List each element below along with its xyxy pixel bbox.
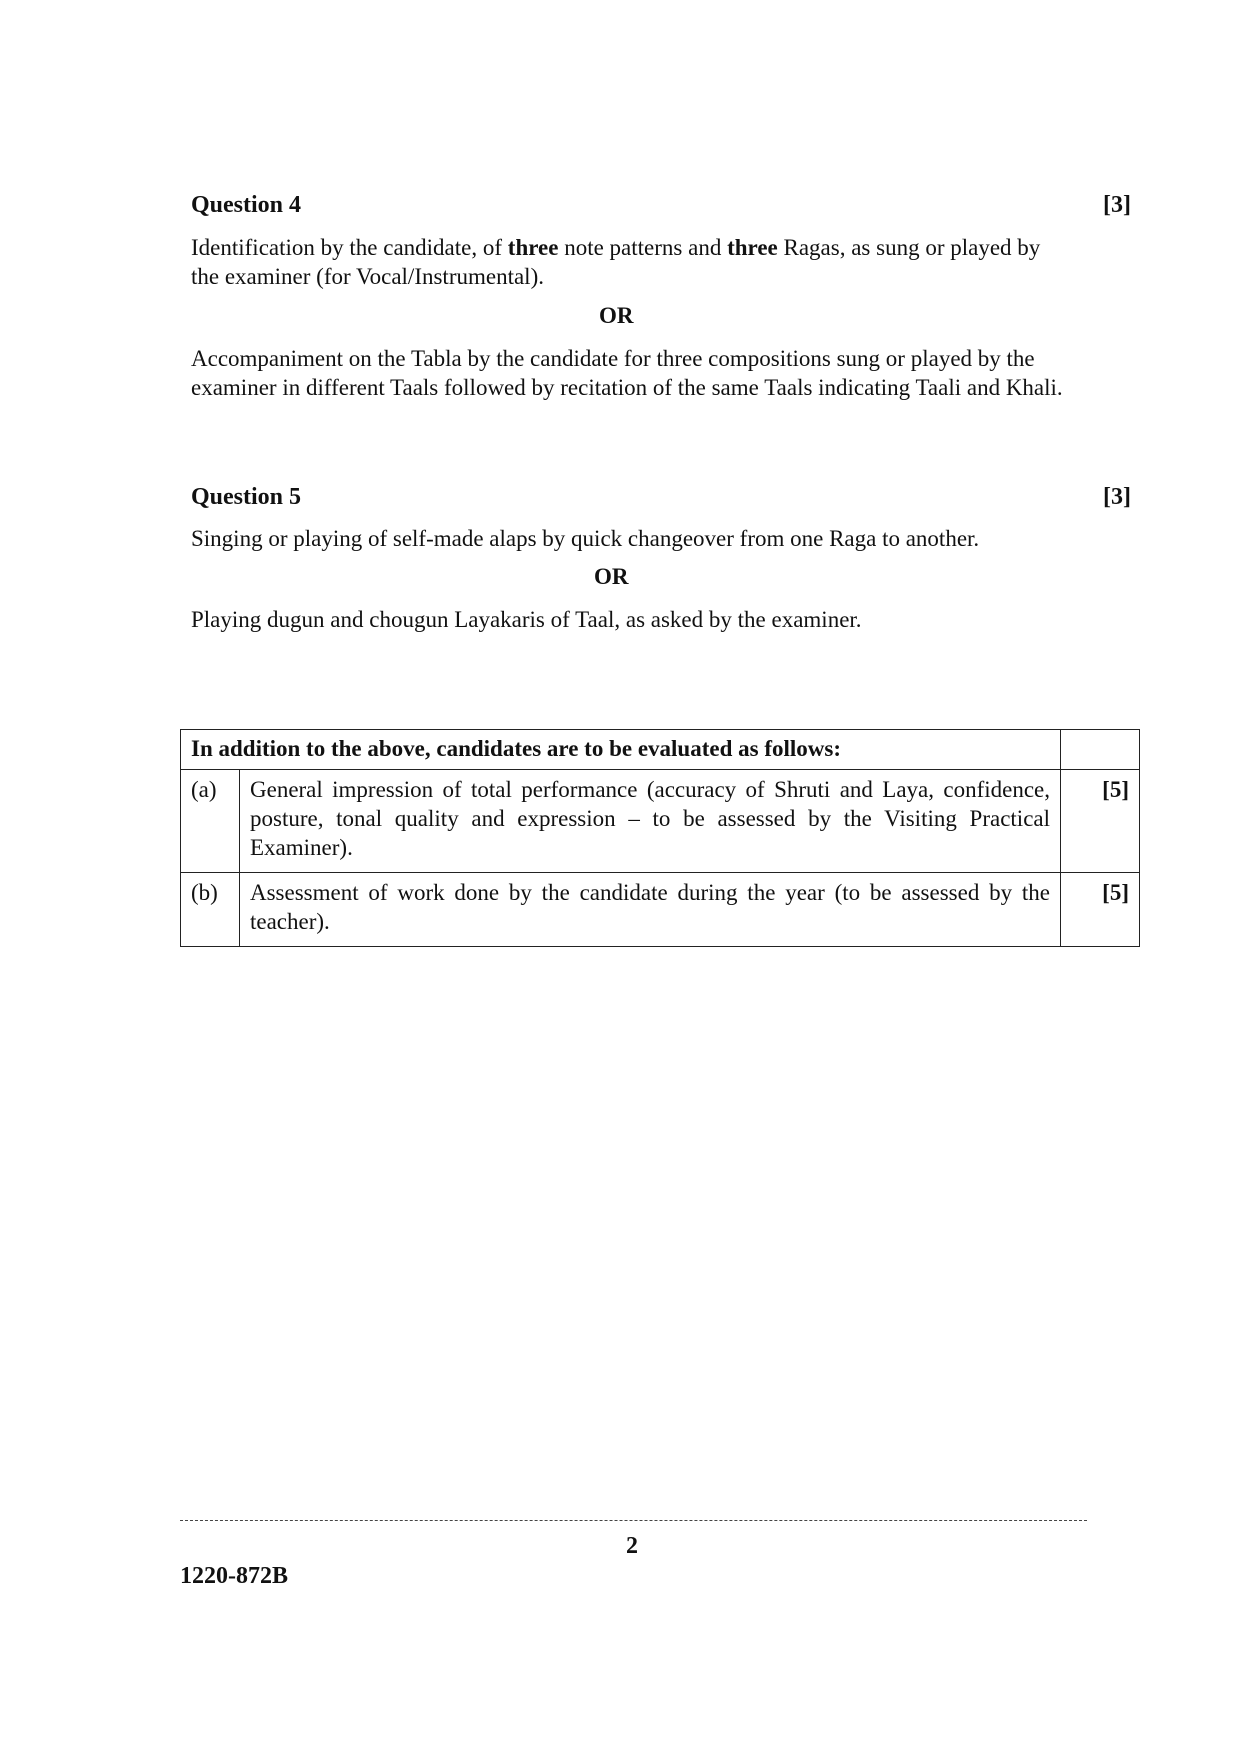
row-text: Assessment of work done by the candidate during the year (to be assessed by the teacher). [240, 873, 1061, 947]
question-4-title: Question 4 [191, 192, 302, 218]
row-text: General impression of total performance (accuracy of Shruti and Laya, confidence, posture, tonal quality and expression – to be assessed by the Visiting Practical Examiner). [240, 770, 1061, 873]
q4-text-part: Ragas, as sung or played by the examiner (for Vocal/Instrumental). [191, 235, 1041, 289]
table-row [181, 873, 1140, 947]
row-marks: [5] [1061, 770, 1140, 873]
row-marks: [5] [1061, 873, 1140, 947]
q4-text-part: Identification by the candidate, of [191, 235, 508, 260]
question-5-or: OR [594, 564, 629, 589]
question-4-heading [191, 192, 1131, 219]
question-5-text: Singing or playing of self-made alaps by quick changeover from one Raga to another. [191, 526, 980, 551]
question-4-alternative-text: Accompaniment on the Tabla by the candidate for three compositions sung or played by the examiner in different Taals followed by recitation of the same Taals indicating Taali and Khali. [191, 346, 1063, 400]
question-5-alternative-text: Playing dugun and chougun Layakaris of Taal, as asked by the examiner. [191, 607, 862, 632]
evaluation-header-row [181, 730, 1140, 770]
q4-bold-three: three [727, 235, 778, 260]
footer-divider [180, 1520, 1087, 1521]
table-row [181, 770, 1140, 873]
question-4-or: OR [599, 303, 634, 328]
evaluation-header: In addition to the above, candidates are to be evaluated as follows: [181, 730, 1061, 770]
document-code: 1220-872B [180, 1563, 288, 1589]
evaluation-table [180, 729, 1140, 947]
row-label: (a) [181, 770, 240, 873]
q4-bold-three: three [507, 235, 559, 260]
question-4-marks: [3] [1103, 192, 1131, 218]
question-5-title: Question 5 [191, 484, 302, 510]
row-label: (b) [181, 873, 240, 947]
q4-text-part: note patterns and [558, 235, 728, 260]
page-number: 2 [626, 1533, 638, 1559]
question-4-text [191, 233, 1071, 291]
question-5-heading [191, 484, 1131, 511]
evaluation-header-marks-cell [1061, 730, 1140, 770]
question-5-marks: [3] [1103, 484, 1131, 510]
